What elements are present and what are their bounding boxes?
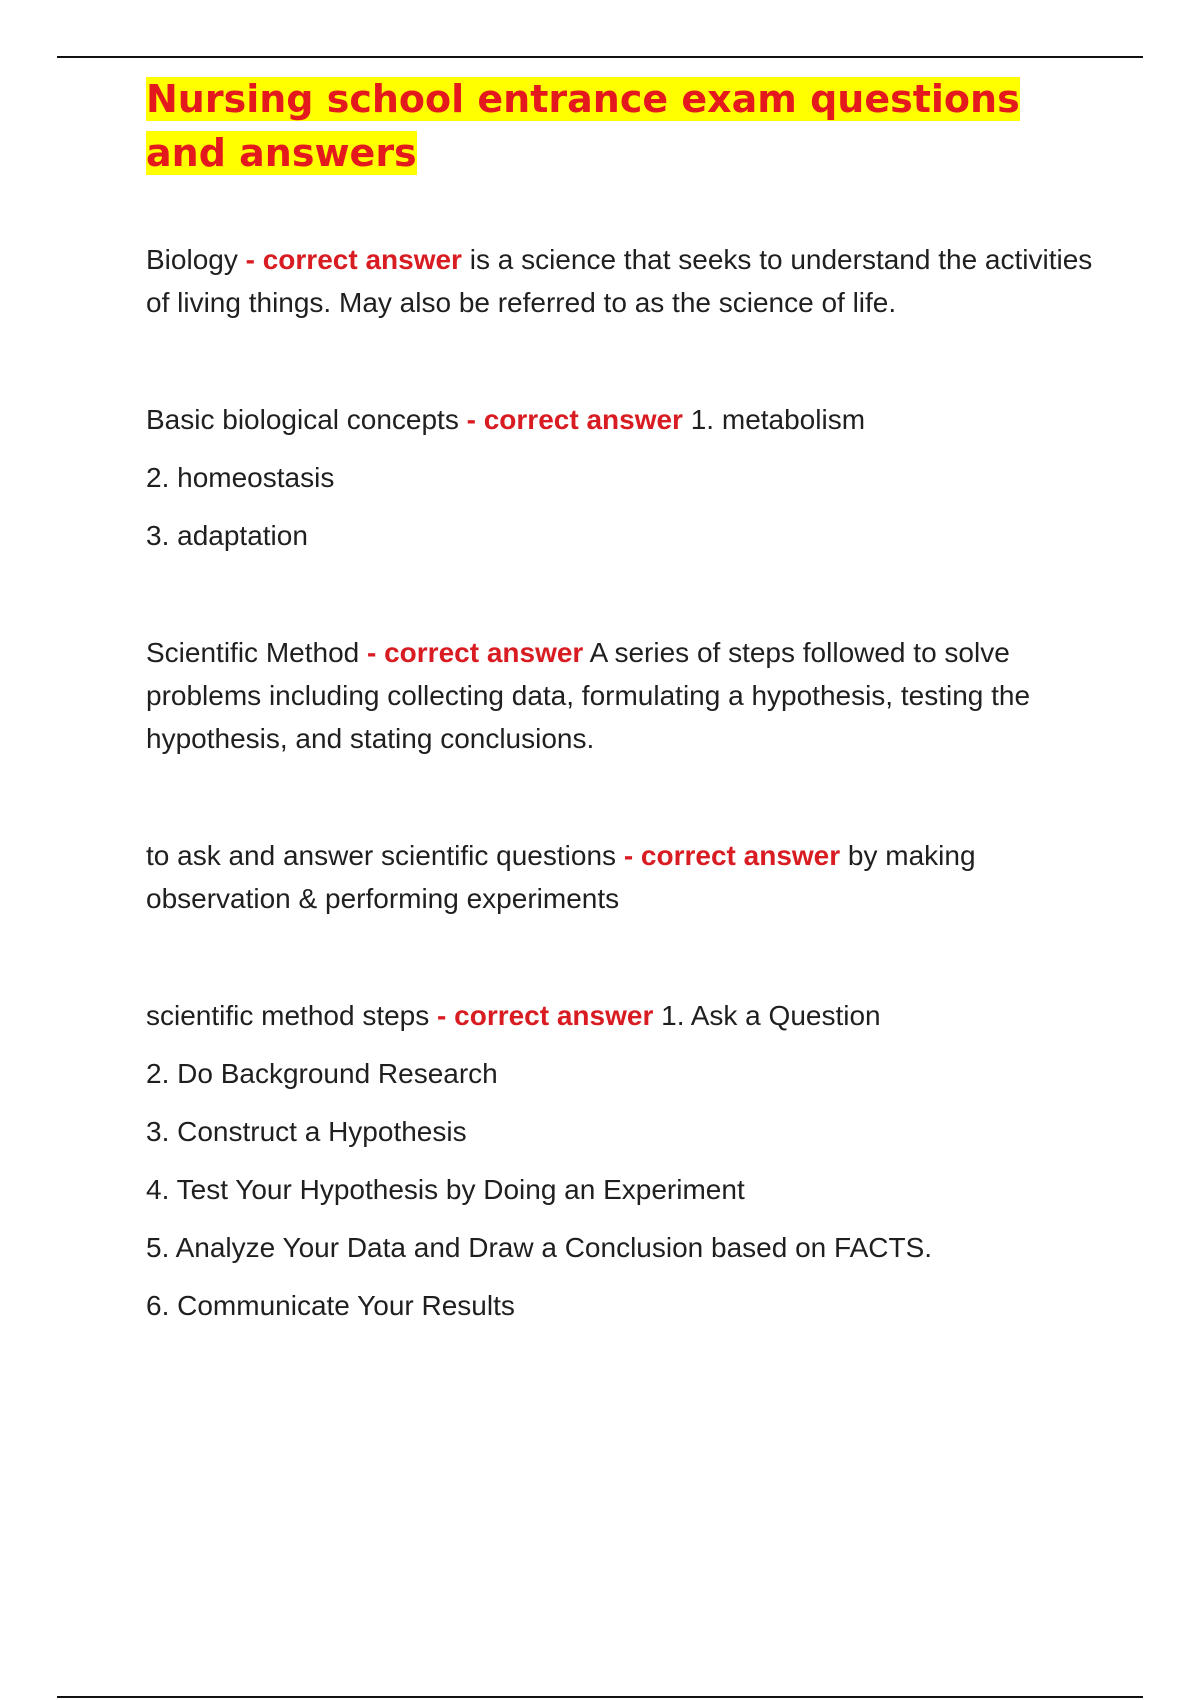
answer-label: correct answer [384, 637, 584, 668]
answer-label: correct answer [262, 244, 462, 275]
page-title-text: Nursing school entrance exam questions and answers [146, 77, 1020, 175]
list-item: 2. Do Background Research [146, 1058, 498, 1089]
question-term: Basic biological concepts [146, 404, 459, 435]
answer-separator: - [367, 637, 377, 668]
question-term: scientific method steps [146, 1000, 430, 1031]
answer-separator: - [623, 840, 634, 871]
answer-label: correct answer [454, 1000, 654, 1031]
qa-entry-scientific-method [146, 631, 1106, 760]
footer-rule [57, 1696, 1143, 1698]
answer-separator: - [466, 404, 476, 435]
qa-entry-method-steps [146, 994, 1106, 1037]
qa-entry-biological-concepts [146, 398, 1106, 441]
question-term: Scientific Method [146, 637, 360, 668]
list-item: 3. Construct a Hypothesis [146, 1116, 467, 1147]
qa-entry-biology [146, 238, 1106, 324]
answer-separator: - [245, 244, 255, 275]
list-item: 4. Test Your Hypothesis by Doing an Experiment [146, 1174, 745, 1205]
qa-entry-scientific-questions [146, 834, 1106, 920]
answer-label: correct answer [483, 404, 683, 435]
list-item: 5. Analyze Your Data and Draw a Conclusion based on FACTS. [146, 1232, 933, 1263]
page-title [146, 72, 1106, 180]
question-term: to ask and answer scientific questions [146, 840, 617, 871]
answer-separator: - [437, 1000, 447, 1031]
list-item: 3. adaptation [146, 520, 308, 551]
question-term: Biology [146, 244, 238, 275]
list-item: 2. homeostasis [146, 462, 335, 493]
answer-text: by making observation & performing experiments [146, 840, 976, 914]
answer-text: A series of steps followed to solve problems including collecting data, formulating a hypothesis, testing the hypothesis, and stating conclusions. [146, 637, 1031, 754]
list-item: 6. Communicate Your Results [146, 1290, 515, 1321]
answer-text: 1. metabolism [690, 404, 866, 435]
answer-text: is a science that seeks to understand the activities of living things. May also be referred to as the science of life. [146, 244, 1093, 318]
answer-text: 1. Ask a Question [661, 1000, 881, 1031]
document-body [146, 72, 1106, 1327]
header-rule [57, 56, 1143, 58]
answer-label: correct answer [640, 840, 841, 871]
